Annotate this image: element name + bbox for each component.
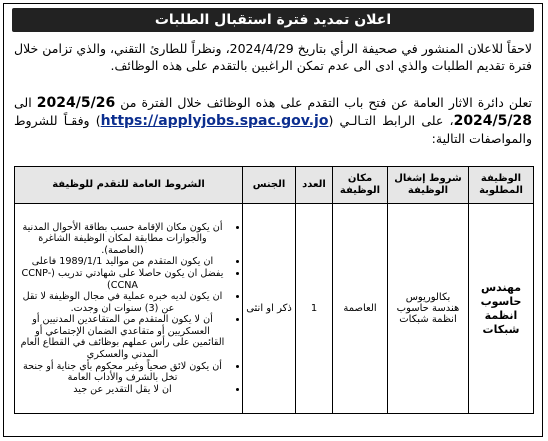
details-text-part3: ، على الرابط التـالـي (	[328, 113, 454, 128]
date-from: 2024/5/26	[36, 95, 116, 111]
details-text-part1: تعلن دائرة الاثار العامة عن فتح باب التقدم على هذه الوظائف خلال الفترة من	[120, 95, 532, 110]
details-paragraph	[14, 94, 532, 147]
announcement-box	[3, 3, 543, 437]
condition-item: • أن يكون لائق صحياً وغير محكوم بأي جناية أو جنحة تخل بالشرف والأداب العامة	[18, 361, 227, 384]
cell-gender: ذكر او انثى	[243, 204, 296, 414]
condition-item: • أن لا يكون المتقدم من المتقاعدين المدنيين أو العسكريين أو متقاعدي الضمان الإجتماعي أو القائمين على رأس عملهم بوظائف في القطاع العام المدني والعسكري	[18, 314, 227, 360]
date-to: 2024/5/28	[453, 113, 532, 129]
table-header-row	[15, 167, 534, 204]
header-count: العدد	[296, 167, 333, 204]
condition-item: • يفضل ان يكون حاصلا على شهادتي تدريب (CCNP-CCNA)	[18, 268, 227, 291]
details-text-part4: ) وفقـاً للشروط والمواصفات التالية:	[14, 113, 532, 146]
condition-item: • ان لا يقل التقدير عن جيد	[18, 384, 227, 396]
announcement-title: اعلان تمديد فترة استقبال الطلبات	[12, 8, 534, 32]
cell-count: 1	[296, 204, 333, 414]
apply-link[interactable]: https://applyjobs.spac.gov.jo	[100, 113, 329, 129]
cell-conditions	[15, 204, 243, 414]
cell-job: مهندس حاسوب انظمة شبكات	[469, 204, 534, 414]
condition-item: • ان يكون المتقدم من مواليد 1989/1/1 فاعلى	[18, 256, 227, 268]
jobs-table	[14, 166, 534, 414]
header-gender: الجنس	[243, 167, 296, 204]
cell-qualification: بكالوريوس هندسة حاسوب انظمة شبكات	[388, 204, 469, 414]
intro-paragraph: لاحقاً للاعلان المنشور في صحيفة الرأي بتاريخ 2024/4/29، ونظراً للطارئ التقني، والذي تزامن خلال فترة تقديم الطلبات والذي ادى الى عدم تمكن الراغبين بالتقدم على هذه الوظائف.	[14, 41, 533, 73]
header-qualification: شروط إشغال الوظيفة	[388, 167, 469, 204]
conditions-list	[18, 222, 239, 396]
cell-location: العاصمة	[333, 204, 388, 414]
condition-item: • أن يكون مكان الإقامة حسب بطاقة الأحوال المدنية والجوازات مطابقة لمكان الوظيفة الشاغرة (العاصمة).	[18, 222, 227, 257]
condition-item: • ان يكون لديه خبره عملية في مجال الوظيفة لا تقل عن (3) سنوات ان وجدت.	[18, 291, 227, 314]
table-row	[15, 204, 534, 414]
header-conditions: الشروط العامة للتقدم للوظيفة	[15, 167, 243, 204]
header-job: الوظيفة المطلوبة	[469, 167, 534, 204]
header-location: مكان الوظيفة	[333, 167, 388, 204]
details-text-part2: الى	[14, 95, 32, 110]
